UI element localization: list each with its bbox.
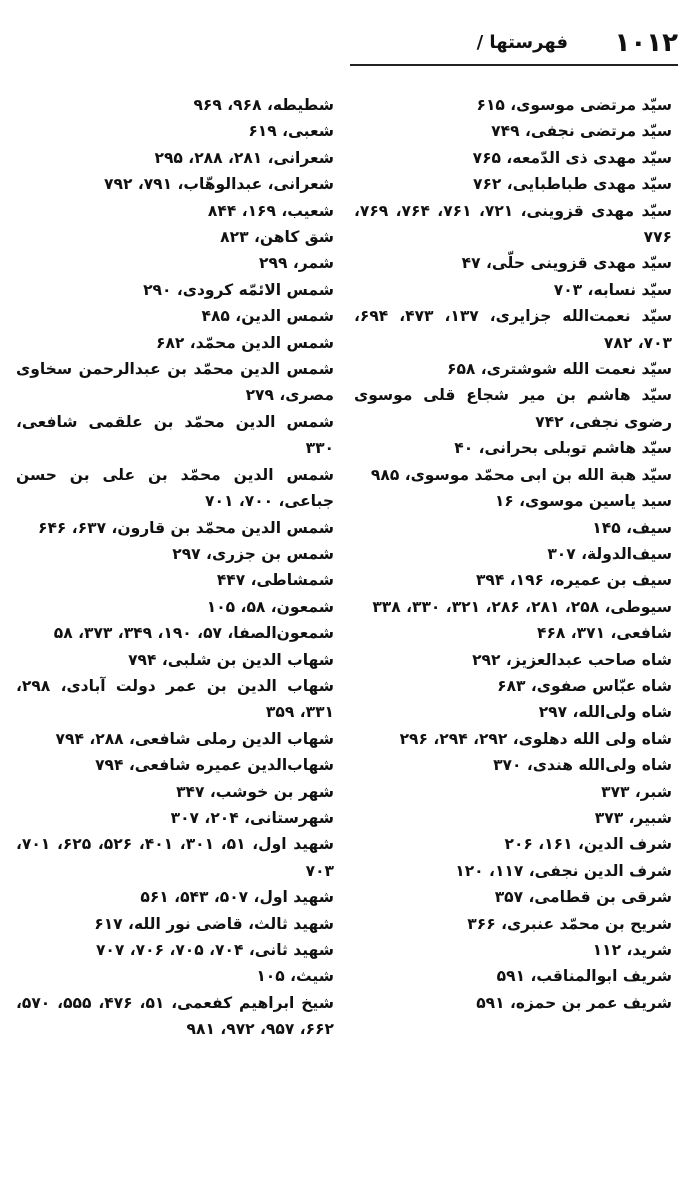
index-entry: سیّد هاشم توبلی بحرانی، ۴۰ [454, 439, 672, 458]
index-entry: شریح بن محمّد عنبری، ۳۶۶ [467, 914, 672, 933]
page-header [350, 22, 678, 62]
index-entry: شیخ ابراهیم کفعمی، ۵۱، ۴۷۶، ۵۵۵، ۵۷۰، ۶۶۲، ۹۵۷، ۹۷۲، ۹۸۱ [16, 993, 334, 1039]
index-entry: شهید ثانی، ۷۰۴، ۷۰۵، ۷۰۶، ۷۰۷ [95, 941, 334, 959]
index-entry: شعرانی، عبدالوهّاب، ۷۹۱، ۷۹۲ [104, 175, 334, 194]
index-entry: شمر، ۲۹۹ [259, 254, 334, 273]
index-entry: شهاب الدین رملی شافعی، ۲۸۸، ۷۹۴ [55, 729, 334, 748]
index-entry: سیف‌الدولة، ۳۰۷ [547, 544, 672, 563]
index-entry: شمس بن جزری، ۲۹۷ [172, 544, 334, 563]
index-entry: شمس الائمّه کرودی، ۲۹۰ [143, 280, 334, 299]
page-number: ۱۰۱۲ [614, 28, 678, 58]
index-entry: شرید، ۱۱۲ [592, 941, 672, 959]
index-entry: سیف بن عمیره، ۱۹۶، ۳۹۴ [475, 571, 672, 590]
index-entry: شهید اول، ۵۰۷، ۵۴۳، ۵۶۱ [140, 888, 334, 907]
index-entry: شریف عمر بن حمزه، ۵۹۱ [476, 993, 672, 1012]
index-entry: سیّد هاشم بن میر شجاع قلی موسوی رضوی نجفی، ۷۴۲ [354, 386, 672, 431]
index-entry: شهید اول، ۵۱، ۳۰۱، ۴۰۱، ۵۲۶، ۶۲۵، ۷۰۱، ۷۰۳ [16, 835, 334, 880]
index-entry: شعیب، ۱۶۹، ۸۴۴ [207, 201, 334, 220]
index-entry: شرف الدین نجفی، ۱۱۷، ۱۲۰ [455, 861, 672, 880]
index-column-left [16, 92, 334, 1043]
running-title: فهرستها / [476, 32, 568, 53]
index-entry: شهاب الدین بن شلبی، ۷۹۴ [128, 650, 334, 669]
index-entry: سیوطی، ۲۵۸، ۲۸۱، ۲۸۶، ۳۲۱، ۳۳۰، ۳۳۸ [372, 597, 672, 616]
index-entry: سیّد نعمت الله شوشتری، ۶۵۸ [447, 360, 672, 379]
index-entry: شمس الدین محمّد، ۶۸۲ [156, 333, 334, 352]
index-entry: شبیر، ۳۷۳ [594, 808, 672, 827]
header-rule [350, 64, 678, 66]
index-entry: شهاب الدین بن عمر دولت آبادی، ۲۹۸، ۳۳۱، ۳۵۹ [16, 676, 334, 722]
index-entry: شاه ولی‌الله هندی، ۳۷۰ [493, 756, 672, 775]
index-entry: شمشاطی، ۴۴۷ [216, 571, 334, 590]
index-entry: سیّد مهدی قزوینی حلّی، ۴۷ [461, 254, 672, 273]
index-entry: شمس الدین محمّد بن قارون، ۶۳۷، ۶۴۶ [38, 518, 334, 537]
index-entry: شمس الدین، ۴۸۵ [201, 307, 334, 326]
index-entry: شهرستانی، ۲۰۴، ۳۰۷ [170, 808, 334, 827]
index-entry: شریف ابوالمناقب، ۵۹۱ [496, 967, 672, 986]
index-entry: سید یاسین موسوی، ۱۶ [494, 492, 672, 511]
index-entry: شمعون‌الصفا، ۵۷، ۱۹۰، ۳۴۹، ۳۷۳، ۵۸ [53, 624, 334, 643]
index-entry: سیّد نعمت‌الله جزایری، ۱۳۷، ۴۷۳، ۶۹۴، ۷۰۳، ۷۸۲ [354, 307, 673, 352]
index-entry: شهید ثالث، قاضی نور الله، ۶۱۷ [94, 914, 334, 933]
index-entry: شطیطه، ۹۶۸، ۹۶۹ [193, 96, 334, 114]
index-entry: شهر بن خوشب، ۳۴۷ [176, 782, 334, 801]
index-entry: شاه ولی الله دهلوی، ۲۹۲، ۲۹۴، ۲۹۶ [399, 729, 672, 748]
index-entry: سیّد هبة الله بن ابی محمّد موسوی، ۹۸۵ [370, 465, 672, 484]
index-entry: شهاب‌الدین عمیره شافعی، ۷۹۴ [95, 756, 334, 775]
index-entry: شعرانی، ۲۸۱، ۲۸۸، ۲۹۵ [154, 148, 334, 167]
index-entry: شمس الدین محمّد بن عبدالرحمن سخاوی مصری، ۲۷۹ [16, 360, 334, 405]
index-entry: شاه عبّاس صفوی، ۶۸۳ [497, 676, 672, 695]
index-entry: شعبی، ۶۱۹ [248, 122, 334, 141]
index-entry: سیف، ۱۴۵ [592, 518, 672, 537]
index-entry: شبر، ۳۷۳ [601, 782, 672, 801]
index-entry: شق کاهن، ۸۲۳ [220, 228, 334, 247]
index-entry: سیّد مهدی طباطبایی، ۷۶۲ [473, 175, 672, 194]
index-entry: شافعی، ۳۷۱، ۴۶۸ [536, 624, 672, 643]
index-entry: سیّد نسابه، ۷۰۳ [553, 280, 672, 299]
index-entry: سیّد مرتضی نجفی، ۷۴۹ [491, 122, 672, 141]
index-entry: سیّد مرتضی موسوی، ۶۱۵ [476, 96, 672, 114]
index-entry: شیث، ۱۰۵ [256, 967, 334, 986]
index-entry: شرقی بن قطامی، ۳۵۷ [494, 888, 672, 907]
index-entry: سیّد مهدی قزوینی، ۷۲۱، ۷۶۱، ۷۶۴، ۷۶۹، ۷۷۶ [354, 201, 672, 247]
index-entry: شمس الدین محمّد بن علقمی شافعی، ۳۳۰ [16, 412, 334, 458]
index-entry: شمعون، ۵۸، ۱۰۵ [206, 597, 334, 616]
index-entry: شاه صاحب عبدالعزیز، ۲۹۲ [472, 650, 672, 669]
index-entry: شرف الدین، ۱۶۱، ۲۰۶ [504, 835, 672, 854]
index-entry: شمس الدین محمّد بن علی بن حسن جباعی، ۷۰۰، ۷۰۱ [16, 465, 334, 511]
index-column-right [354, 92, 672, 1016]
index-entry: شاه ولی‌الله، ۲۹۷ [538, 703, 672, 722]
index-entry: سیّد مهدی ذی الدّمعه، ۷۶۵ [472, 148, 672, 167]
